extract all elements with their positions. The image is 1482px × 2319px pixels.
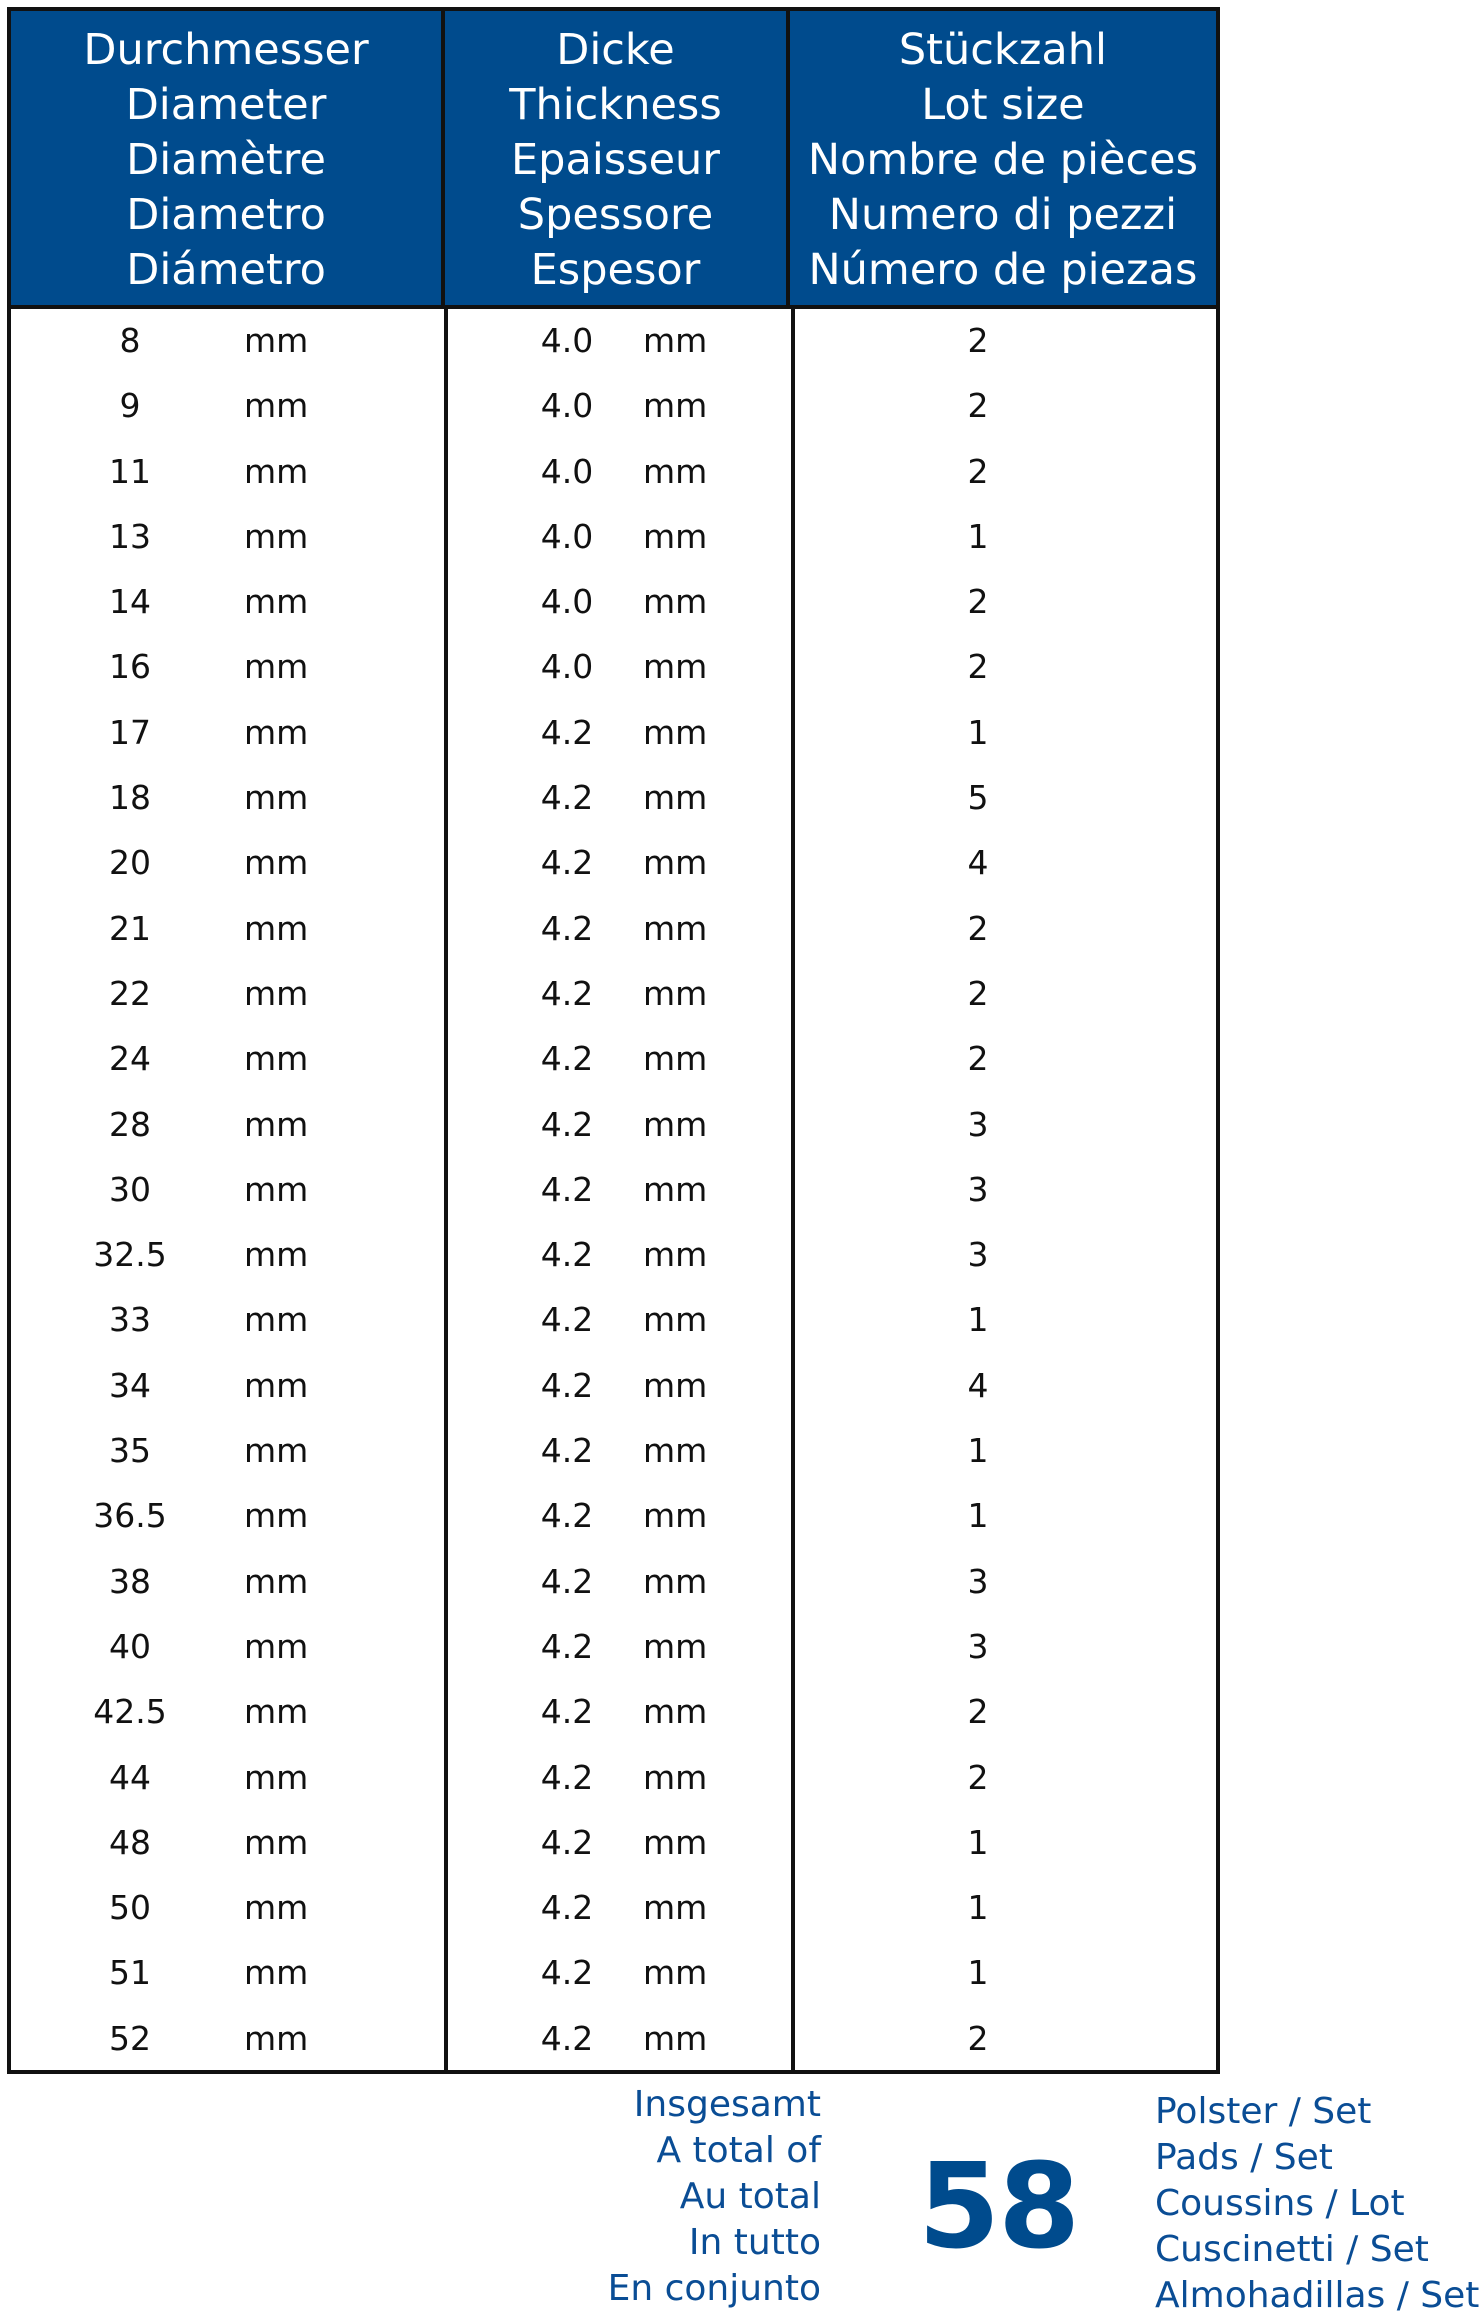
thickness-value: 4.2: [540, 1822, 594, 1862]
table-body: [11, 309, 1216, 2070]
thickness-value: 4.2: [540, 1757, 594, 1797]
quantity-value: 2: [967, 2018, 989, 2058]
quantity-value: 1: [967, 1431, 989, 1471]
table-row: [11, 570, 1216, 635]
table-row: [11, 831, 1216, 896]
table-row: [11, 1419, 1216, 1484]
diameter-unit: mm: [244, 1561, 309, 1601]
table-row: [11, 1223, 1216, 1288]
thickness-value: 4.2: [540, 1953, 594, 1993]
diameter-value: 48: [109, 1822, 151, 1862]
diameter-unit: mm: [244, 1365, 309, 1405]
quantity-value: 5: [967, 778, 989, 818]
diameter-value: 28: [109, 1104, 151, 1144]
thickness-unit: mm: [643, 451, 708, 491]
header-thickness-it: Spessore: [517, 189, 714, 240]
table-row: [11, 1941, 1216, 2006]
unit-label-en: Pads / Set: [1155, 2137, 1333, 2178]
thickness-unit: mm: [643, 1496, 708, 1536]
thickness-value: 4.2: [540, 778, 594, 818]
diameter-value: 21: [109, 908, 151, 948]
header-lot-size-de: Stückzahl: [898, 24, 1107, 75]
total-label-it: In tutto: [688, 2222, 821, 2263]
unit-labels: [1155, 2089, 1479, 2319]
diameter-value: 22: [109, 973, 151, 1013]
table-row: [11, 505, 1216, 570]
thickness-value: 4.0: [540, 647, 594, 687]
thickness-value: 4.2: [540, 1561, 594, 1601]
diameter-value: 18: [109, 778, 151, 818]
quantity-value: 3: [967, 1561, 989, 1601]
table-row: [11, 374, 1216, 439]
quantity-value: 3: [967, 1169, 989, 1209]
table-row: [11, 1354, 1216, 1419]
header-diameter-de: Durchmesser: [83, 24, 369, 75]
diameter-value: 17: [109, 712, 151, 752]
quantity-value: 3: [967, 1626, 989, 1666]
table-row: [11, 2007, 1216, 2072]
header-thickness-en: Thickness: [509, 79, 722, 130]
diameter-value: 32.5: [93, 1235, 167, 1275]
thickness-unit: mm: [643, 1300, 708, 1340]
table-row: [11, 1550, 1216, 1615]
table-row: [11, 701, 1216, 766]
thickness-value: 4.2: [540, 1496, 594, 1536]
diameter-value: 44: [109, 1757, 151, 1797]
thickness-unit: mm: [643, 973, 708, 1013]
thickness-unit: mm: [643, 1888, 708, 1928]
thickness-value: 4.2: [540, 1039, 594, 1079]
diameter-value: 50: [109, 1888, 151, 1928]
header-diameter-fr: Diamètre: [126, 134, 326, 185]
table-row: [11, 309, 1216, 374]
thickness-unit: mm: [643, 1757, 708, 1797]
quantity-value: 1: [967, 516, 989, 556]
thickness-value: 4.2: [540, 843, 594, 883]
diameter-unit: mm: [244, 386, 309, 426]
header-lot-size-it: Numero di pezzi: [828, 189, 1178, 240]
thickness-unit: mm: [643, 1039, 708, 1079]
table-row: [11, 1093, 1216, 1158]
table-row: [11, 1484, 1216, 1549]
total-count: 58: [918, 2137, 1079, 2275]
thickness-unit: mm: [643, 386, 708, 426]
quantity-value: 1: [967, 1496, 989, 1536]
diameter-unit: mm: [244, 973, 309, 1013]
diameter-value: 16: [109, 647, 151, 687]
diameter-value: 34: [109, 1365, 151, 1405]
table-row: [11, 962, 1216, 1027]
table-row: [11, 1158, 1216, 1223]
diameter-unit: mm: [244, 647, 309, 687]
thickness-value: 4.0: [540, 386, 594, 426]
thickness-value: 4.2: [540, 973, 594, 1013]
header-thickness-de: Dicke: [556, 24, 675, 75]
thickness-unit: mm: [643, 2018, 708, 2058]
thickness-unit: mm: [643, 908, 708, 948]
diameter-unit: mm: [244, 1822, 309, 1862]
quantity-value: 2: [967, 451, 989, 491]
table-header: [11, 11, 1216, 309]
thickness-unit: mm: [643, 1169, 708, 1209]
quantity-value: 4: [967, 843, 989, 883]
thickness-unit: mm: [643, 582, 708, 622]
thickness-unit: mm: [643, 712, 708, 752]
thickness-value: 4.0: [540, 451, 594, 491]
thickness-value: 4.2: [540, 1626, 594, 1666]
thickness-unit: mm: [643, 1104, 708, 1144]
diameter-unit: mm: [244, 451, 309, 491]
unit-label-es: Almohadillas / Set: [1155, 2275, 1480, 2316]
thickness-value: 4.0: [540, 321, 594, 360]
total-label-fr: Au total: [679, 2176, 821, 2217]
diameter-unit: mm: [244, 1169, 309, 1209]
total-label-de: Insgesamt: [633, 2084, 821, 2125]
table-row: [11, 766, 1216, 831]
quantity-value: 2: [967, 321, 989, 360]
header-lot-size-fr: Nombre de pièces: [807, 134, 1198, 185]
thickness-value: 4.2: [540, 1692, 594, 1732]
thickness-unit: mm: [643, 1692, 708, 1732]
diameter-value: 8: [119, 321, 141, 360]
table-row: [11, 440, 1216, 505]
thickness-unit: mm: [643, 843, 708, 883]
quantity-value: 1: [967, 1822, 989, 1862]
unit-label-de: Polster / Set: [1155, 2091, 1372, 2132]
thickness-unit: mm: [643, 1626, 708, 1666]
table-row: [11, 1288, 1216, 1353]
diameter-value: 24: [109, 1039, 151, 1079]
thickness-value: 4.2: [540, 1300, 594, 1340]
header-diameter-es: Diámetro: [126, 244, 326, 295]
diameter-unit: mm: [244, 1953, 309, 1993]
diameter-value: 9: [119, 386, 141, 426]
diameter-unit: mm: [244, 1431, 309, 1471]
thickness-value: 4.2: [540, 1888, 594, 1928]
quantity-value: 2: [967, 386, 989, 426]
quantity-value: 1: [967, 1888, 989, 1928]
quantity-value: 2: [967, 908, 989, 948]
diameter-unit: mm: [244, 908, 309, 948]
table-rows: [11, 309, 1216, 2072]
diameter-column-header: [11, 11, 441, 305]
header-diameter-it: Diametro: [126, 189, 326, 240]
diameter-unit: mm: [244, 2018, 309, 2058]
diameter-value: 38: [109, 1561, 151, 1601]
quantity-value: 2: [967, 973, 989, 1013]
header-lot-size-es: Número de piezas: [808, 244, 1198, 295]
diameter-unit: mm: [244, 1104, 309, 1144]
table-row: [11, 635, 1216, 700]
quantity-value: 1: [967, 712, 989, 752]
diameter-value: 40: [109, 1626, 151, 1666]
quantity-value: 3: [967, 1235, 989, 1275]
quantity-value: 2: [967, 647, 989, 687]
thickness-value: 4.2: [540, 2018, 594, 2058]
table-row: [11, 1746, 1216, 1811]
diameter-value: 52: [109, 2018, 151, 2058]
table-row: [11, 1811, 1216, 1876]
diameter-unit: mm: [244, 1235, 309, 1275]
diameter-unit: mm: [244, 516, 309, 556]
diameter-unit: mm: [244, 1039, 309, 1079]
diameter-unit: mm: [244, 1626, 309, 1666]
lot-size-column-header: [790, 11, 1216, 305]
diameter-unit: mm: [244, 712, 309, 752]
header-thickness-fr: Epaisseur: [511, 134, 720, 185]
header-thickness-es: Espesor: [530, 244, 701, 295]
diameter-unit: mm: [244, 321, 309, 360]
diameter-value: 51: [109, 1953, 151, 1993]
diameter-unit: mm: [244, 1888, 309, 1928]
diameter-value: 36.5: [93, 1496, 167, 1536]
table-row: [11, 897, 1216, 962]
unit-label-fr: Coussins / Lot: [1155, 2183, 1405, 2224]
diameter-unit: mm: [244, 1496, 309, 1536]
header-lot-size-en: Lot size: [921, 79, 1085, 130]
diameter-unit: mm: [244, 582, 309, 622]
thickness-unit: mm: [643, 1365, 708, 1405]
thickness-unit: mm: [643, 1953, 708, 1993]
table-row: [11, 1876, 1216, 1941]
table-row: [11, 1680, 1216, 1745]
pad-size-table: [7, 7, 1220, 2074]
thickness-column-header: [445, 11, 786, 305]
diameter-value: 42.5: [93, 1692, 167, 1732]
diameter-unit: mm: [244, 1692, 309, 1732]
quantity-value: 1: [967, 1300, 989, 1340]
diameter-unit: mm: [244, 778, 309, 818]
diameter-value: 20: [109, 843, 151, 883]
thickness-unit: mm: [643, 1235, 708, 1275]
quantity-value: 1: [967, 1953, 989, 1993]
thickness-value: 4.0: [540, 582, 594, 622]
quantity-value: 2: [967, 1039, 989, 1079]
quantity-value: 4: [967, 1365, 989, 1405]
total-label-es: En conjunto: [607, 2268, 821, 2309]
thickness-value: 4.2: [540, 908, 594, 948]
unit-label-it: Cuscinetti / Set: [1155, 2229, 1429, 2270]
table-row: [11, 1615, 1216, 1680]
diameter-value: 33: [109, 1300, 151, 1340]
thickness-unit: mm: [643, 321, 708, 360]
total-summary: [0, 2076, 1482, 2314]
quantity-value: 2: [967, 1692, 989, 1732]
thickness-unit: mm: [643, 778, 708, 818]
thickness-unit: mm: [643, 516, 708, 556]
total-label-en: A total of: [656, 2130, 821, 2171]
table-row: [11, 1027, 1216, 1092]
quantity-value: 3: [967, 1104, 989, 1144]
diameter-unit: mm: [244, 1757, 309, 1797]
thickness-value: 4.2: [540, 1431, 594, 1471]
diameter-value: 35: [109, 1431, 151, 1471]
thickness-unit: mm: [643, 1822, 708, 1862]
thickness-value: 4.0: [540, 516, 594, 556]
diameter-value: 11: [109, 451, 151, 491]
thickness-value: 4.2: [540, 1104, 594, 1144]
thickness-value: 4.2: [540, 1169, 594, 1209]
quantity-value: 2: [967, 1757, 989, 1797]
thickness-value: 4.2: [540, 712, 594, 752]
thickness-value: 4.2: [540, 1365, 594, 1405]
diameter-value: 30: [109, 1169, 151, 1209]
thickness-unit: mm: [643, 647, 708, 687]
header-diameter-en: Diameter: [125, 79, 327, 130]
quantity-value: 2: [967, 582, 989, 622]
thickness-unit: mm: [643, 1561, 708, 1601]
diameter-unit: mm: [244, 1300, 309, 1340]
thickness-value: 4.2: [540, 1235, 594, 1275]
diameter-value: 14: [109, 582, 151, 622]
diameter-unit: mm: [244, 843, 309, 883]
total-labels: [608, 2082, 821, 2312]
thickness-unit: mm: [643, 1431, 708, 1471]
diameter-value: 13: [109, 516, 151, 556]
